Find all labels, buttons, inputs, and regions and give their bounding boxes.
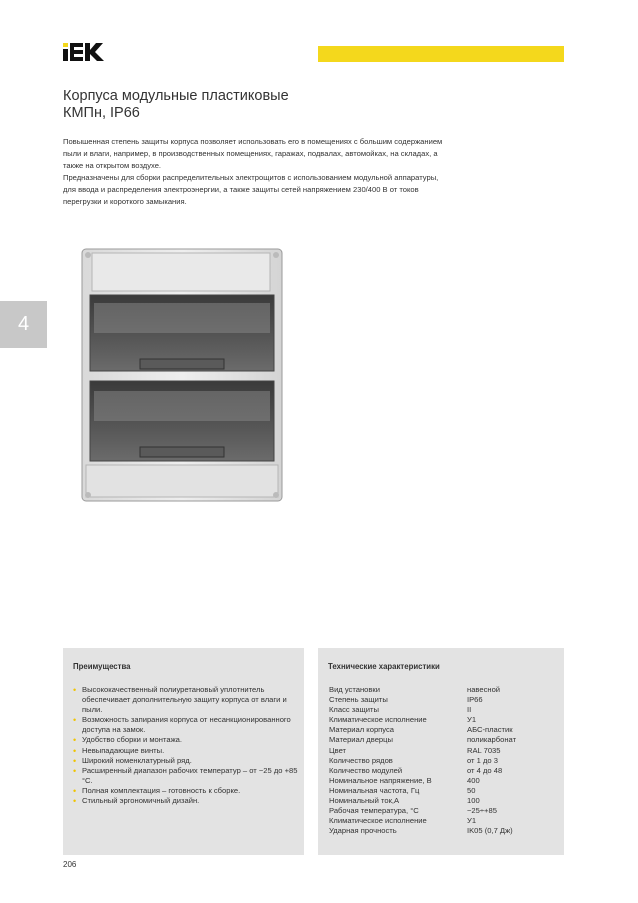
bullet-icon: •: [73, 715, 77, 726]
table-row: [329, 685, 559, 695]
page-number: 206: [63, 860, 77, 869]
specs-heading: Технические характеристики: [328, 662, 440, 671]
spec-value: АБС-пластик: [467, 725, 513, 735]
page-title: [63, 88, 289, 122]
specs-panel: [318, 648, 564, 855]
spec-name: Цвет: [329, 745, 347, 755]
table-row: [329, 746, 559, 756]
table-row: [329, 715, 559, 725]
spec-value: IP66: [467, 695, 483, 705]
list-item: • Высококачественный полиуретановый уплотнитель обеспечивает дополнительную защиту корпуса от влаги и пыли.: [73, 685, 287, 715]
table-row: [329, 806, 559, 816]
spec-value: У1: [467, 816, 477, 826]
table-row: [329, 735, 559, 745]
table-row: [329, 786, 559, 796]
table-row: [329, 695, 559, 705]
spec-name: Номинальный ток,А: [329, 796, 400, 806]
spec-value: 400: [467, 775, 480, 785]
spec-value: 50: [467, 785, 476, 795]
spec-name: Материал дверцы: [329, 735, 393, 745]
list-item: • Полная комплектация – готовность к сборке.: [73, 785, 241, 796]
table-row: [329, 766, 559, 776]
spec-name: Степень защиты: [329, 695, 388, 705]
list-item: • Возможность запирания корпуса от несанкционированного доступа на замок.: [73, 715, 291, 735]
spec-name: Класс защиты: [329, 705, 379, 715]
advantages-list: [73, 685, 298, 806]
chapter-tab: 4: [0, 301, 47, 348]
table-row: [329, 816, 559, 826]
table-row: [329, 796, 559, 806]
spec-name: Климатическое исполнение: [329, 816, 427, 826]
bullet-icon: •: [73, 735, 77, 746]
spec-name: Вид установки: [329, 685, 380, 694]
advantages-heading: Преимущества: [73, 662, 131, 671]
intro-paragraph-1: Повышенная степень защиты корпуса позволяет использовать его в помещениях с большим содержанием пыли и влаги, например, в производственных помещениях, гаражах, подвалах, автомойках, на складах, а также на открытом воздухе.: [63, 137, 443, 171]
list-item: • Расширенный диапазон рабочих температур – от −25 до +85 °С.: [73, 765, 298, 785]
bullet-icon: •: [73, 755, 77, 766]
spec-value: IK05 (0,7 Дж): [467, 826, 513, 836]
bullet-icon: •: [73, 745, 77, 756]
specs-table: [329, 685, 559, 836]
table-row: [329, 826, 559, 836]
spec-name: Материал корпуса: [329, 725, 395, 735]
table-row: [329, 756, 559, 766]
intro-text: [63, 136, 443, 209]
product-image: [80, 243, 285, 503]
iek-logo: [63, 43, 105, 61]
bullet-icon: •: [73, 796, 77, 807]
spec-name: Количество рядов: [329, 755, 393, 765]
spec-name: Номинальное напряжение, В: [329, 775, 432, 785]
spec-value: −25÷+85: [467, 806, 497, 816]
header-accent-bar: [318, 46, 564, 62]
advantages-panel: [63, 648, 304, 855]
spec-name: Ударная прочность: [329, 826, 397, 836]
spec-value: от 4 до 48: [467, 765, 503, 775]
table-row: [329, 725, 559, 735]
title-line-2: КМПн, IP66: [63, 105, 140, 121]
list-item: • Стильный эргономичный дизайн.: [73, 796, 200, 807]
spec-name: Номинальная частота, Гц: [329, 785, 420, 795]
bullet-icon: •: [73, 685, 77, 695]
table-row: [329, 776, 559, 786]
spec-value: У1: [467, 715, 477, 725]
bullet-icon: •: [73, 765, 77, 776]
spec-value: RAL 7035: [467, 745, 501, 755]
spec-name: Климатическое исполнение: [329, 715, 427, 725]
list-item: • Удобство сборки и монтажа.: [73, 735, 182, 746]
spec-value: II: [467, 705, 472, 715]
spec-name: Рабочая температура, °С: [329, 806, 419, 816]
spec-value: навесной: [467, 685, 501, 694]
spec-value: от 1 до 3: [467, 755, 498, 765]
intro-paragraph-2: Предназначены для сборки распределительных электрощитов с использованием модульной аппаратуры, для ввода и распределения электроэнергии, а также защиты сетей напряжением 230/400 В от токов перегрузки и короткого замыкания.: [63, 173, 439, 207]
spec-value: поликарбонат: [467, 735, 517, 745]
list-item: • Широкий номенклатурный ряд.: [73, 755, 192, 766]
table-row: [329, 705, 559, 715]
title-line-1: Корпуса модульные пластиковые: [63, 88, 289, 104]
list-item: • Невыпадающие винты.: [73, 745, 165, 756]
bullet-icon: •: [73, 785, 77, 796]
spec-name: Количество модулей: [329, 765, 403, 775]
spec-value: 100: [467, 796, 480, 806]
